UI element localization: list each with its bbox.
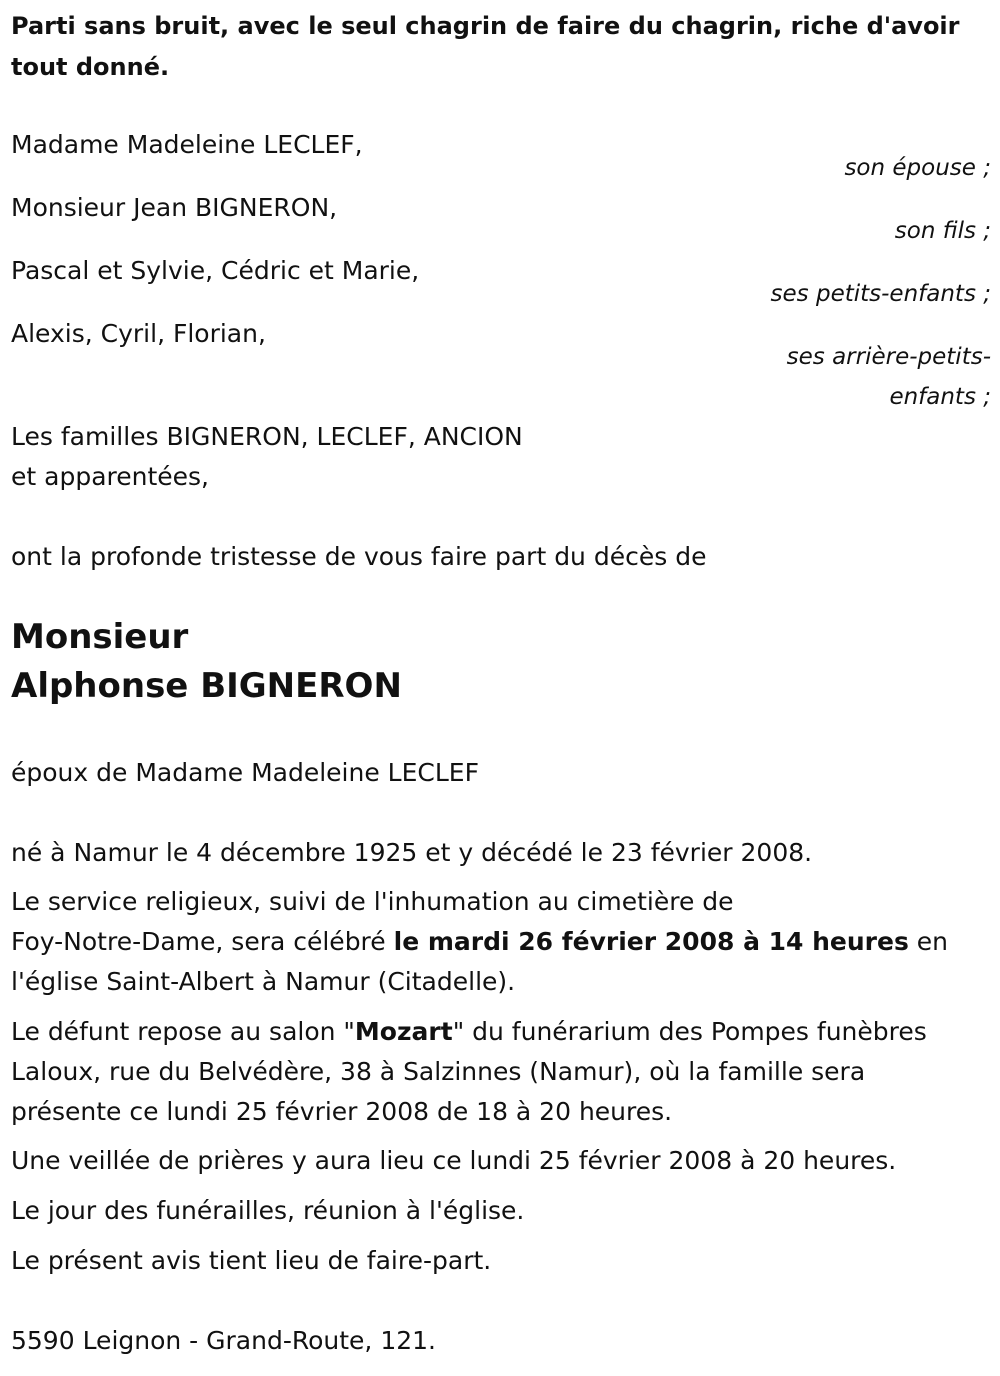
families-line-2: et apparentées, — [11, 462, 209, 491]
notice-line: Le présent avis tient lieu de faire-part. — [11, 1246, 492, 1275]
family-role-great-grandchildren: ses arrière-petits-enfants ; — [786, 344, 991, 410]
family-role-spouse: son épouse ; — [844, 155, 991, 181]
family-name-spouse: Madame Madeleine LECLEF, — [11, 130, 363, 159]
service-text-pre: Foy-Notre-Dame, sera célébré — [11, 927, 394, 956]
address-line: 5590 Leignon - Grand-Route, 121. — [11, 1326, 436, 1355]
meeting-line: Le jour des funérailles, réunion à l'église. — [11, 1196, 525, 1225]
salon-name: Mozart — [354, 1017, 453, 1046]
repose-line-2: Laloux, rue du Belvédère, 38 à Salzinnes (Namur), où la famille sera — [11, 1057, 866, 1086]
repose-line-1 — [11, 1012, 991, 1052]
family-role-grandchildren: ses petits-enfants ; — [770, 281, 991, 307]
families-line-1: Les familles BIGNERON, LECLEF, ANCION — [11, 422, 523, 451]
vigil-line: Une veillée de prières y aura lieu ce lundi 25 février 2008 à 20 heures. — [11, 1146, 897, 1175]
repose-text-pre: Le défunt repose au salon " — [11, 1017, 355, 1046]
service-line-1: Le service religieux, suivi de l'inhumation au cimetière de — [11, 887, 734, 916]
epigraph: Parti sans bruit, avec le seul chagrin de faire du chagrin, riche d'avoir tout donné. — [11, 12, 960, 81]
spouse-line: époux de Madame Madeleine LECLEF — [11, 758, 479, 787]
birth-death-line: né à Namur le 4 décembre 1925 et y décédé le 23 février 2008. — [11, 838, 813, 867]
service-line-2 — [11, 922, 991, 962]
family-name-grandchildren: Pascal et Sylvie, Cédric et Marie, — [11, 256, 420, 285]
service-date: le mardi 26 février 2008 à 14 heures — [393, 927, 909, 956]
service-line-3: l'église Saint-Albert à Namur (Citadelle). — [11, 967, 516, 996]
repose-line-3: présente ce lundi 25 février 2008 de 18 à 20 heures. — [11, 1097, 673, 1126]
family-role-son: son fils ; — [894, 218, 991, 244]
announcement: ont la profonde tristesse de vous faire part du décès de — [11, 542, 707, 571]
family-name-son: Monsieur Jean BIGNERON, — [11, 193, 338, 222]
service-text-post: en — [908, 927, 949, 956]
deceased-name: Alphonse BIGNERON — [11, 666, 402, 706]
family-name-great-grandchildren: Alexis, Cyril, Florian, — [11, 319, 266, 348]
repose-text-post: " du funérarium des Pompes funèbres — [452, 1017, 927, 1046]
deceased-title: Monsieur — [11, 617, 189, 657]
